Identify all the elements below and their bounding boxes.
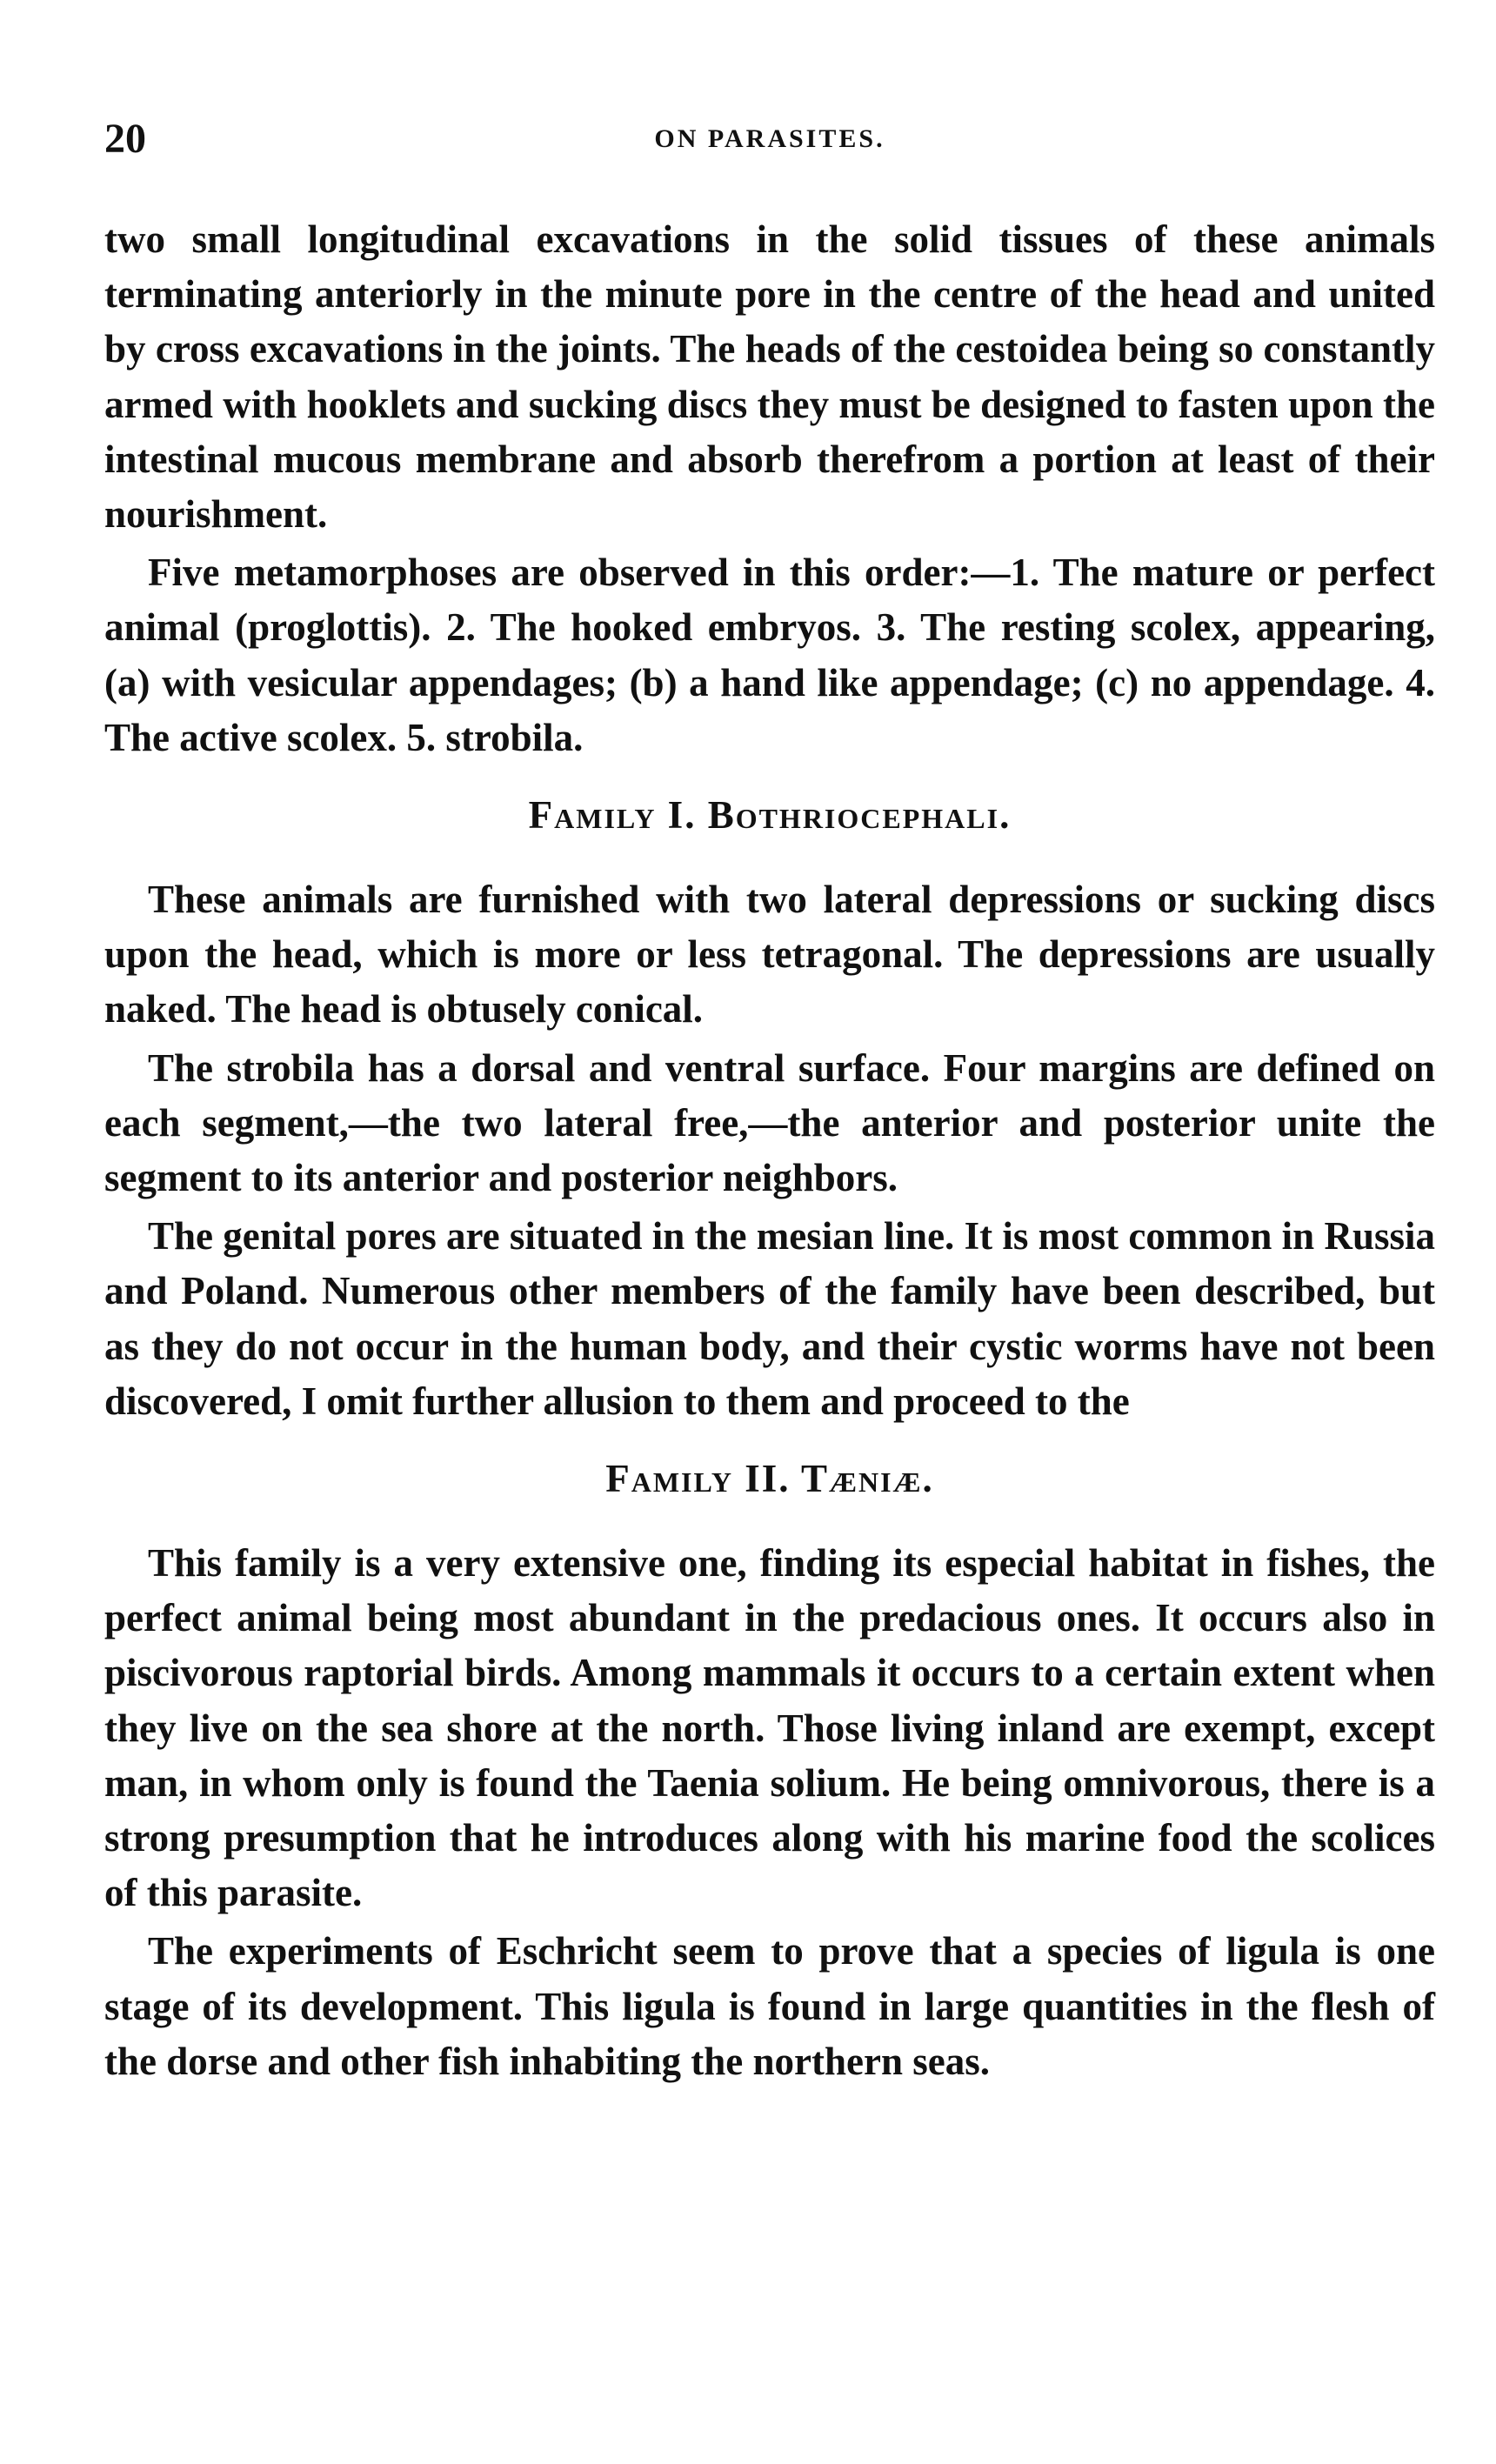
paragraph-taeniae-habitat: This family is a very extensive one, finding its especial habitat in fishes, the perfect animal being most abundant in the predacious ones. It occurs also in piscivorous raptorial birds. Among mammals it occurs to a certain extent when they live on the sea shore at the north. Those living inland are exempt, except man, in whom only is found the Taenia solium. He being omnivorous, there is a strong presumption that he introduces along with his marine food the scolices of this parasite.: [104, 1541, 1435, 1915]
section-heading-family-1: Family I. Bothriocephali.: [528, 793, 1012, 838]
paragraph-eschricht-experiments: The experiments of Eschricht seem to prove that a species of ligula is one stage of its development. This ligula is found in large quantities in the flesh of the dorse and other fish inhabiting the northern seas.: [104, 1929, 1435, 2083]
section-heading-family-2: Family II. Tæniæ.: [605, 1457, 934, 1501]
paragraph-bothriocephali-head: These animals are furnished with two lateral depressions or sucking discs upon the head, which is more or less tetragonal. The depressions are usually naked. The head is obtusely conical.: [104, 878, 1435, 1032]
running-head: [104, 113, 1435, 174]
paragraph-cestoidea-continued: two small longitudinal excavations in the solid tissues of these animals terminating anteriorly in the minute pore in the centre of the head and united by cross excavations in the joints. The heads of the cestoidea being so constantly armed with hooklets and sucking discs they must be designed to fasten upon the intestinal mucous membrane and absorb therefrom a portion at least of their nourishment.: [104, 217, 1435, 537]
paragraph-bothriocephali-pores: The genital pores are situated in the mesian line. It is most common in Russia and Poland. Numerous other members of the family have been described, but as they do not occur in the human body, and their cystic worms have not been discovered, I omit further allusion to them and proceed to the: [104, 1214, 1435, 1423]
book-page: [104, 113, 1435, 2089]
paragraph-metamorphoses: Five metamorphoses are observed in this order:—1. The mature or perfect animal (proglottis). 2. The hooked embryos. 3. The resting scolex, appearing, (a) with vesicular appendages; (b) a hand like appendage; (c) no appendage. 4. The active scolex. 5. strobila.: [104, 551, 1435, 759]
paragraph-bothriocephali-strobila: The strobila has a dorsal and ventral surface. Four margins are defined on each segment,—the two lateral free,—the anterior and posterior unite the segment to its anterior and posterior neighbors.: [104, 1045, 1435, 1200]
page-number: 20: [104, 116, 146, 162]
running-title: ON PARASITES.: [654, 124, 885, 153]
